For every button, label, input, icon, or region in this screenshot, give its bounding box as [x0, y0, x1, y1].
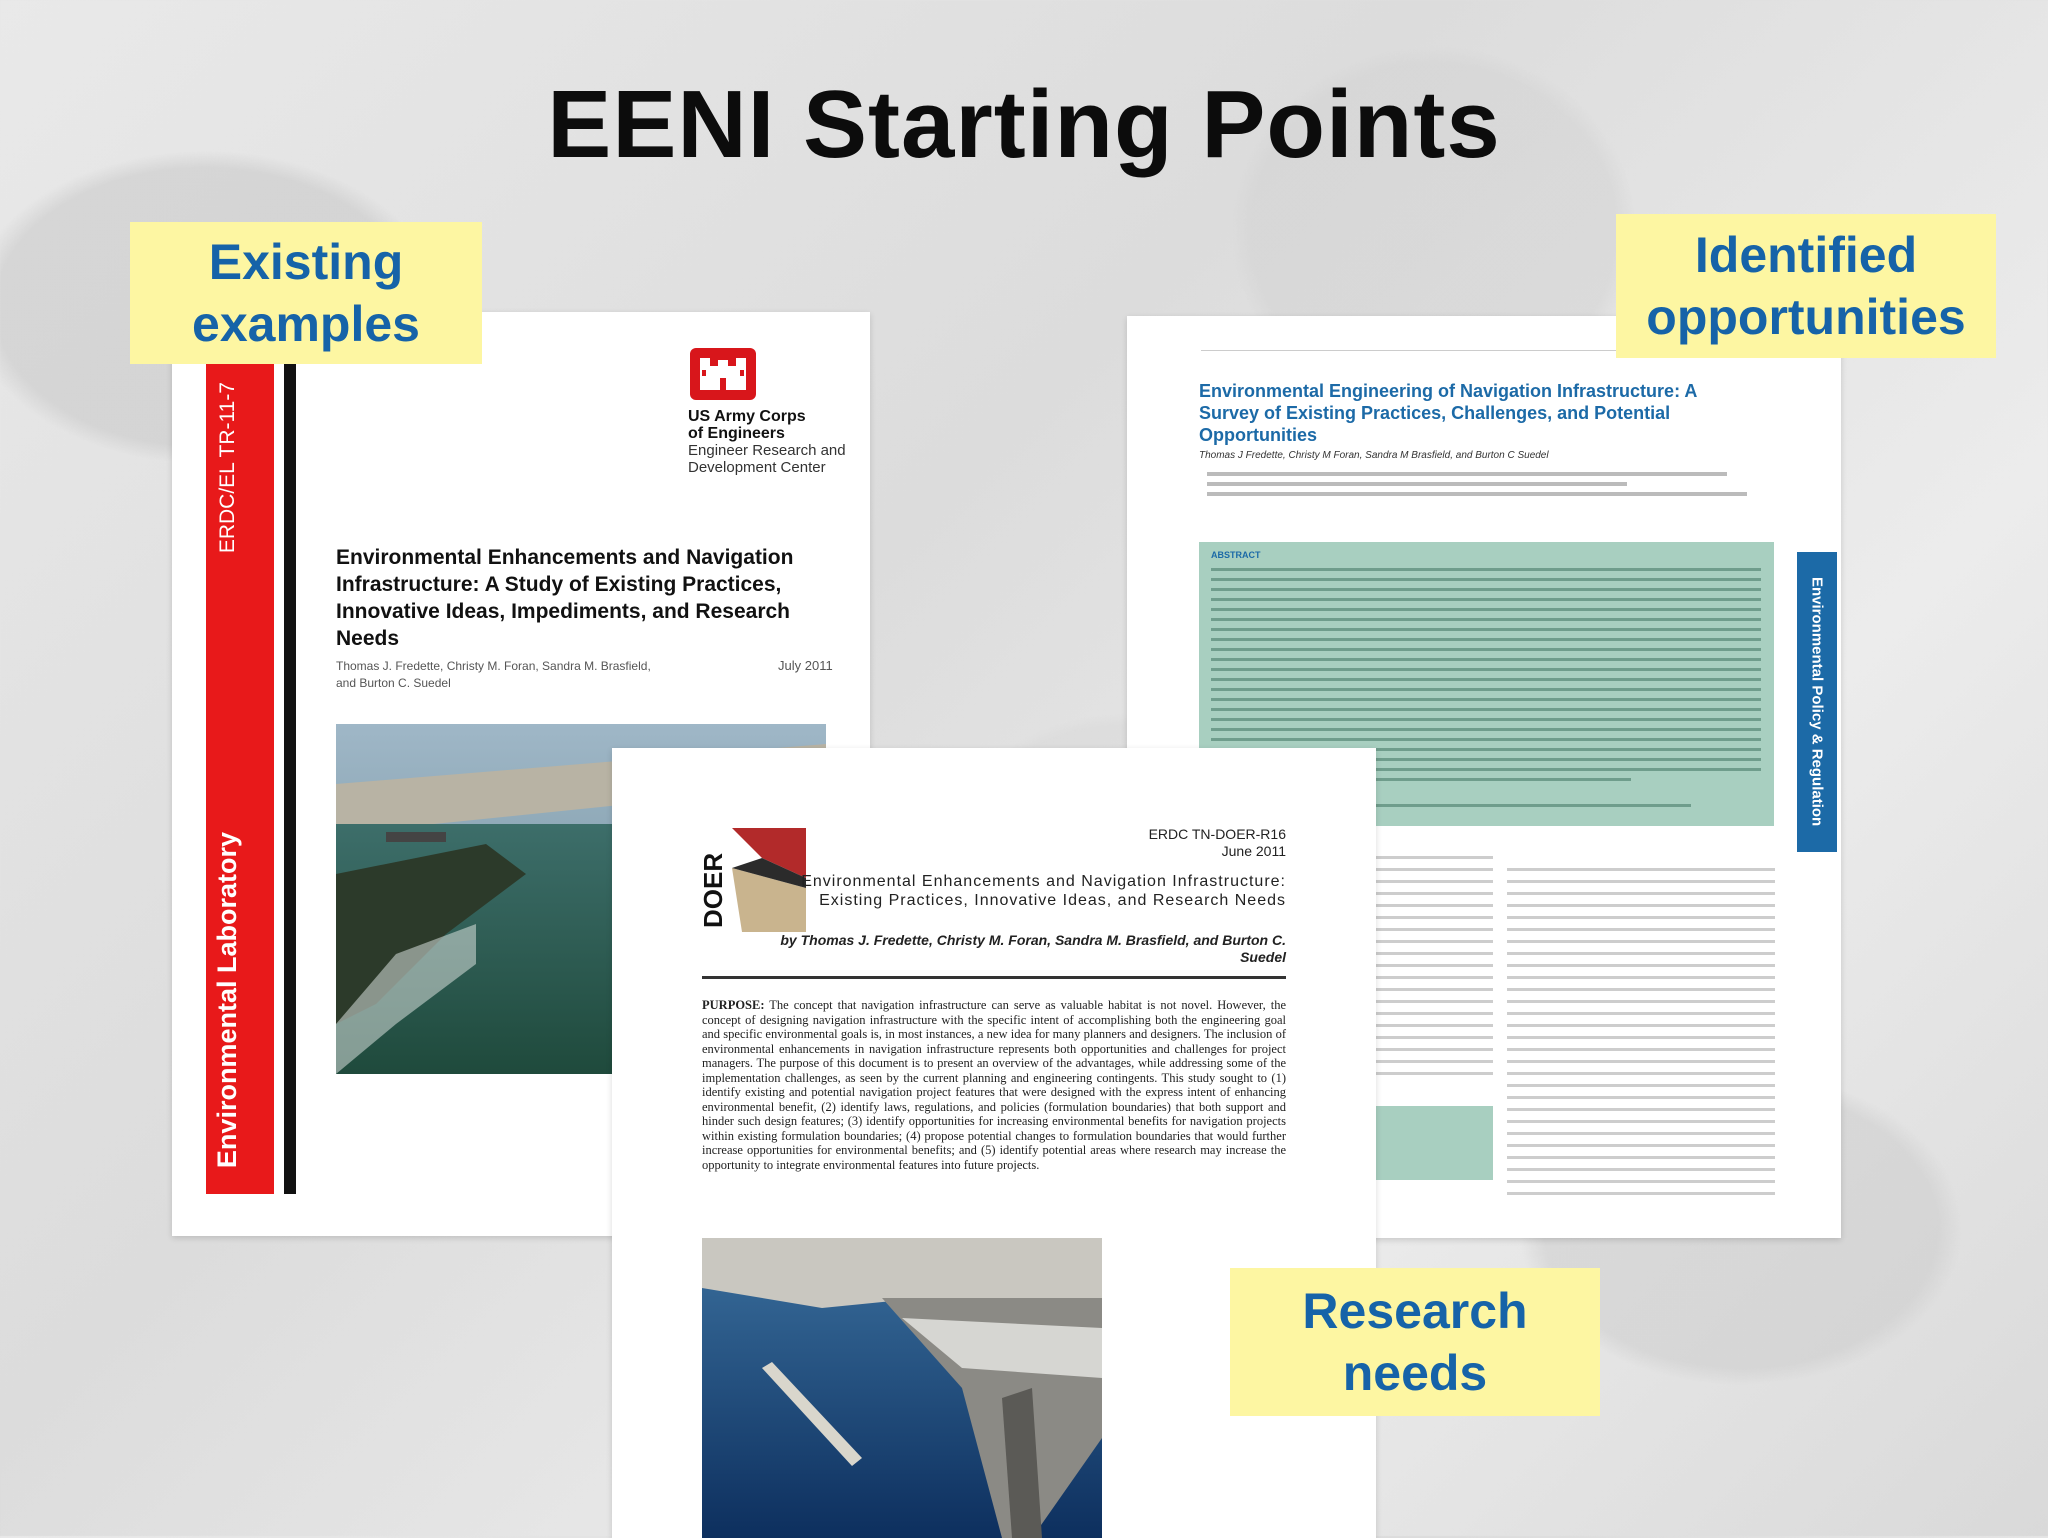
- report-spine-lab: Environmental Laboratory: [212, 832, 242, 1169]
- callout-research-line2: needs: [1342, 1345, 1488, 1401]
- purpose-paragraph: [702, 998, 1286, 1172]
- report-authors-line1: Thomas J. Fredette, Christy M. Foran, Sandra M. Brasfield,: [336, 659, 651, 673]
- report-authors: [336, 658, 716, 692]
- report-spine-code-wrap: [216, 382, 266, 582]
- report-title: Environmental Enhancements and Navigation Infrastructure: A Study of Existing Practices, Innovative Ideas, Impediments, and Research Needs: [336, 546, 794, 650]
- journal-authors: Thomas J Fredette, Christy M Foran, Sandra M Brasfield, and Burton C Suedel: [1199, 450, 1549, 461]
- callout-identified-line1: Identified: [1694, 227, 1918, 283]
- report-spine-lab-wrap: [212, 832, 268, 1192]
- abstract-label: ABSTRACT: [1211, 550, 1261, 560]
- port-aerial-photo: [702, 1238, 1102, 1538]
- purpose-text: The concept that navigation infrastructure can serve as valuable habitat is not novel. However, the concept of designing navigation infrastructure with the specific intent of accomplishing both the engineering goal and specific environmental goals is, in most instances, a new idea for many planners and designers. The inclusion of environmental enhancements in navigation infrastructure represents both opportunities and challenges for project managers. The purpose of this document is to present an overview of the advantages, while addressing some of the implementation challenges, as seen by the current planning and engineering contingents. This study sought to (1) identify existing and potential navigation project features that were designed with the express intent of enhancing environmental benefit, (2) identify laws, regulations, and policies (formulation boundaries) that both support and hinder such design features; (3) identify opportunities for increasing environmental benefits for navigation projects within existing formulation boundaries; (4) propose potential changes to formulation boundaries that would further increase opportunities for environmental benefits; and (5) identify potential areas where research may increase the opportunity to integrate environmental features into future projects.: [702, 998, 1286, 1172]
- slide-title: EENI Starting Points: [547, 71, 1501, 178]
- title-rule: [702, 976, 1286, 979]
- doc-date: June 2011: [1221, 843, 1286, 859]
- usace-castle-logo-icon: [690, 348, 756, 400]
- purpose-label: PURPOSE:: [702, 998, 765, 1012]
- callout-research-needs: [1230, 1268, 1600, 1416]
- callout-identified-line2: opportunities: [1646, 289, 1966, 345]
- report-spine-code: ERDC/EL TR-11-7: [216, 382, 239, 554]
- journal-title: Environmental Engineering of Navigation Infrastructure: A Survey of Existing Practices, Challenges, and Potential Opportunities: [1199, 381, 1697, 445]
- report-authors-line2: and Burton C. Suedel: [336, 676, 451, 690]
- org-line1: US Army Corps: [688, 408, 806, 425]
- note-byline: by Thomas J. Fredette, Christy M. Foran, Sandra M. Brasfield, and Burton C. Suedel: [780, 932, 1286, 965]
- callout-existing-examples: [130, 222, 482, 364]
- callout-existing-line2: examples: [192, 296, 420, 352]
- report-spine-black: [284, 364, 296, 1194]
- journal-side-tab-label: Environmental Policy & Regulation: [1808, 577, 1826, 827]
- org-line2: of Engineers: [688, 425, 785, 442]
- org-line3: Engineer Research and: [688, 442, 846, 459]
- report-date: July 2011: [778, 658, 833, 673]
- usace-org-block: [688, 408, 858, 476]
- journal-figure-box: [1373, 1106, 1493, 1180]
- doc-number: ERDC TN-DOER-R16: [1148, 826, 1286, 842]
- note-title: Environmental Enhancements and Navigation Infrastructure: Existing Practices, Innovative Ideas, and Research Needs: [801, 873, 1286, 909]
- svg-text:DOER: DOER: [698, 852, 728, 928]
- org-line4: Development Center: [688, 459, 826, 476]
- doc-number-block: [1149, 826, 1286, 860]
- callout-identified-opportunities: [1616, 214, 1996, 358]
- technical-note-image: [612, 748, 1376, 1538]
- callout-existing-line1: Existing: [208, 234, 404, 290]
- callout-research-line1: Research: [1302, 1283, 1528, 1339]
